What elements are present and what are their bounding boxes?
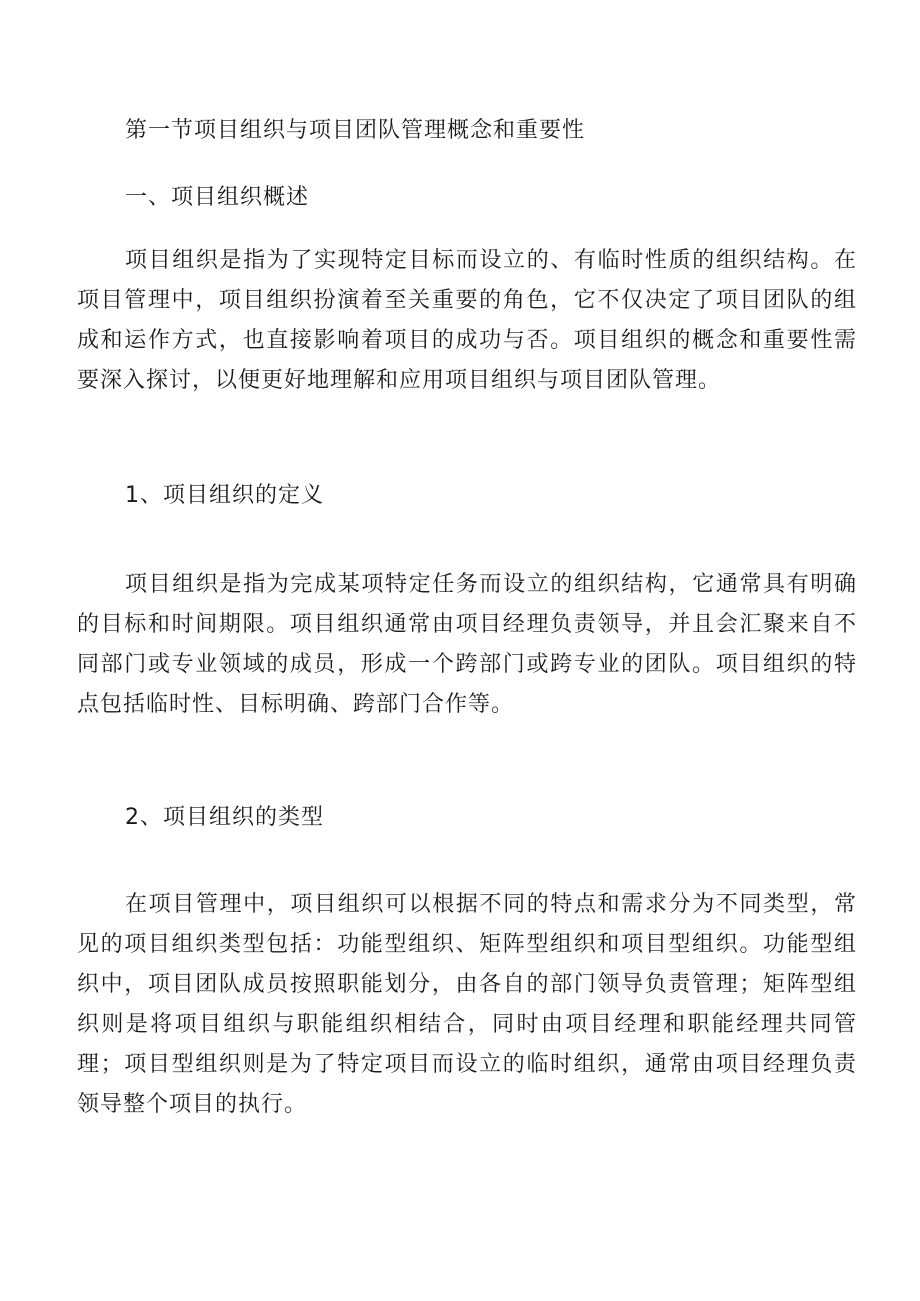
item1-paragraph: 项目组织是指为完成某项特定任务而设立的组织结构，它通常具有明确的目标和时间期限。项目组织通常由项目经理负责领导，并且会汇聚来自不同部门或专业领域的成员，形成一个跨部门或跨专业的团队。项目组织的特点包括临时性、目标明确、跨部门合作等。 [77, 572, 857, 717]
item2-heading: 2、项目组织的类型 [125, 805, 324, 830]
intro-paragraph: 项目组织是指为了实现特定目标而设立的、有临时性质的组织结构。在项目管理中，项目组织扮演着至关重要的角色，它不仅决定了项目团队的组成和运作方式，也直接影响着项目的成功与否。项目组织的概念和重要性需要深入探讨，以便更好地理解和应用项目组织与项目团队管理。 [77, 248, 857, 393]
section-title: 第一节项目组织与项目团队管理概念和重要性 [125, 118, 586, 143]
subsection-title: 一、项目组织概述 [125, 185, 310, 210]
item1-heading: 1、项目组织的定义 [125, 483, 324, 508]
item2-paragraph: 在项目管理中，项目组织可以根据不同的特点和需求分为不同类型，常见的项目组织类型包括：功能型组织、矩阵型组织和项目型组织。功能型组织中，项目团队成员按照职能划分，由各自的部门领导负责管理；矩阵型组织则是将项目组织与职能组织相结合，同时由项目经理和职能经理共同管理；项目型组织则是为了特定项目而设立的临时组织，通常由项目经理负责领导整个项目的执行。 [77, 892, 857, 1117]
